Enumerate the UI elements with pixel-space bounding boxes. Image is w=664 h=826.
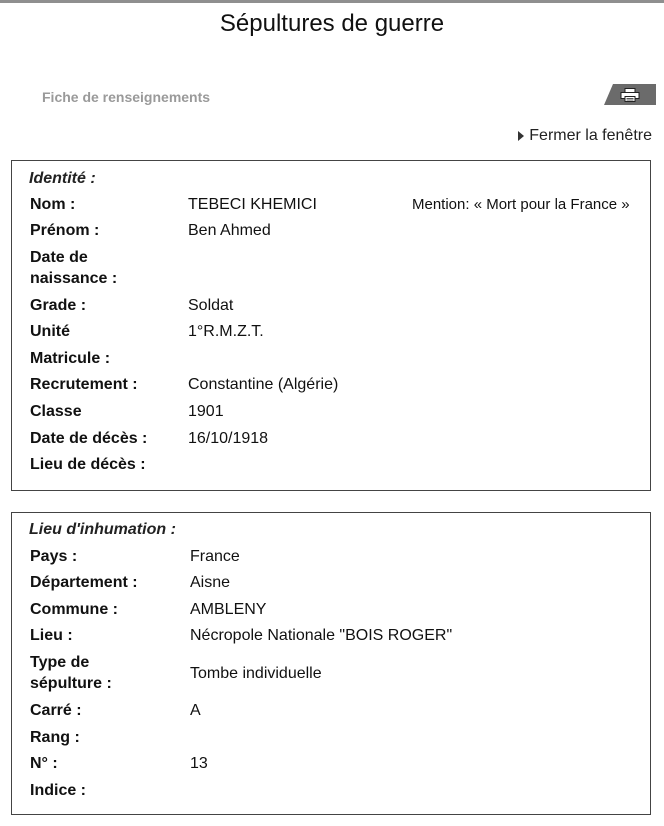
field-label: Grade : xyxy=(30,297,87,314)
field-label: Rang : xyxy=(30,729,80,746)
field-label: Nom : xyxy=(30,196,76,213)
field-label-line2: naissance : xyxy=(30,270,118,287)
field-value: Tombe individuelle xyxy=(190,665,322,682)
field-label-line1: Type de xyxy=(30,654,90,671)
burial-section xyxy=(11,512,651,815)
page-subtitle: Fiche de renseignements xyxy=(42,89,211,105)
field-label: Commune : xyxy=(30,601,118,618)
mention-text: Mention: « Mort pour la France » xyxy=(412,196,630,213)
field-value: 16/10/1918 xyxy=(188,430,269,447)
field-value: 1°R.M.Z.T. xyxy=(188,323,264,340)
field-label: Matricule : xyxy=(30,350,111,367)
field-value: Soldat xyxy=(188,297,234,314)
field-label: N° : xyxy=(30,755,58,772)
field-label-line1: Date de xyxy=(30,249,88,266)
field-value: 13 xyxy=(190,755,208,772)
field-label: Recrutement : xyxy=(30,376,138,393)
field-label: Lieu : xyxy=(30,627,73,644)
field-label xyxy=(30,652,112,694)
print-button[interactable] xyxy=(604,84,656,105)
field-label: Département : xyxy=(30,574,138,591)
burial-section-title: Lieu d'inhumation : xyxy=(29,521,176,538)
identity-section xyxy=(11,160,651,491)
field-value: Ben Ahmed xyxy=(188,222,271,239)
field-value: Nécropole Nationale "BOIS ROGER" xyxy=(190,627,453,644)
field-label: Prénom : xyxy=(30,222,100,239)
close-window-label: Fermer la fenêtre xyxy=(529,127,652,144)
printer-icon xyxy=(620,88,640,102)
field-value: AMBLENY xyxy=(190,601,267,618)
top-border xyxy=(0,0,664,3)
triangle-right-icon xyxy=(518,131,524,141)
close-window-link[interactable] xyxy=(518,127,652,145)
field-value: TEBECI KHEMICI xyxy=(188,196,317,213)
field-value: Aisne xyxy=(190,574,231,591)
field-value: France xyxy=(190,548,240,565)
field-label: Pays : xyxy=(30,548,78,565)
page-title: Sépultures de guerre xyxy=(219,10,445,37)
field-label: Lieu de décès : xyxy=(30,456,146,473)
field-value: Constantine (Algérie) xyxy=(188,376,339,393)
field-value: 1901 xyxy=(188,403,224,420)
field-label: Indice : xyxy=(30,782,87,799)
field-label xyxy=(30,247,117,289)
field-label: Unité xyxy=(30,323,70,340)
field-label: Date de décès : xyxy=(30,430,148,447)
field-label-line2: sépulture : xyxy=(30,675,112,692)
field-value: A xyxy=(190,702,201,719)
identity-section-title: Identité : xyxy=(29,170,96,187)
field-label: Carré : xyxy=(30,702,82,719)
field-label: Classe xyxy=(30,403,82,420)
